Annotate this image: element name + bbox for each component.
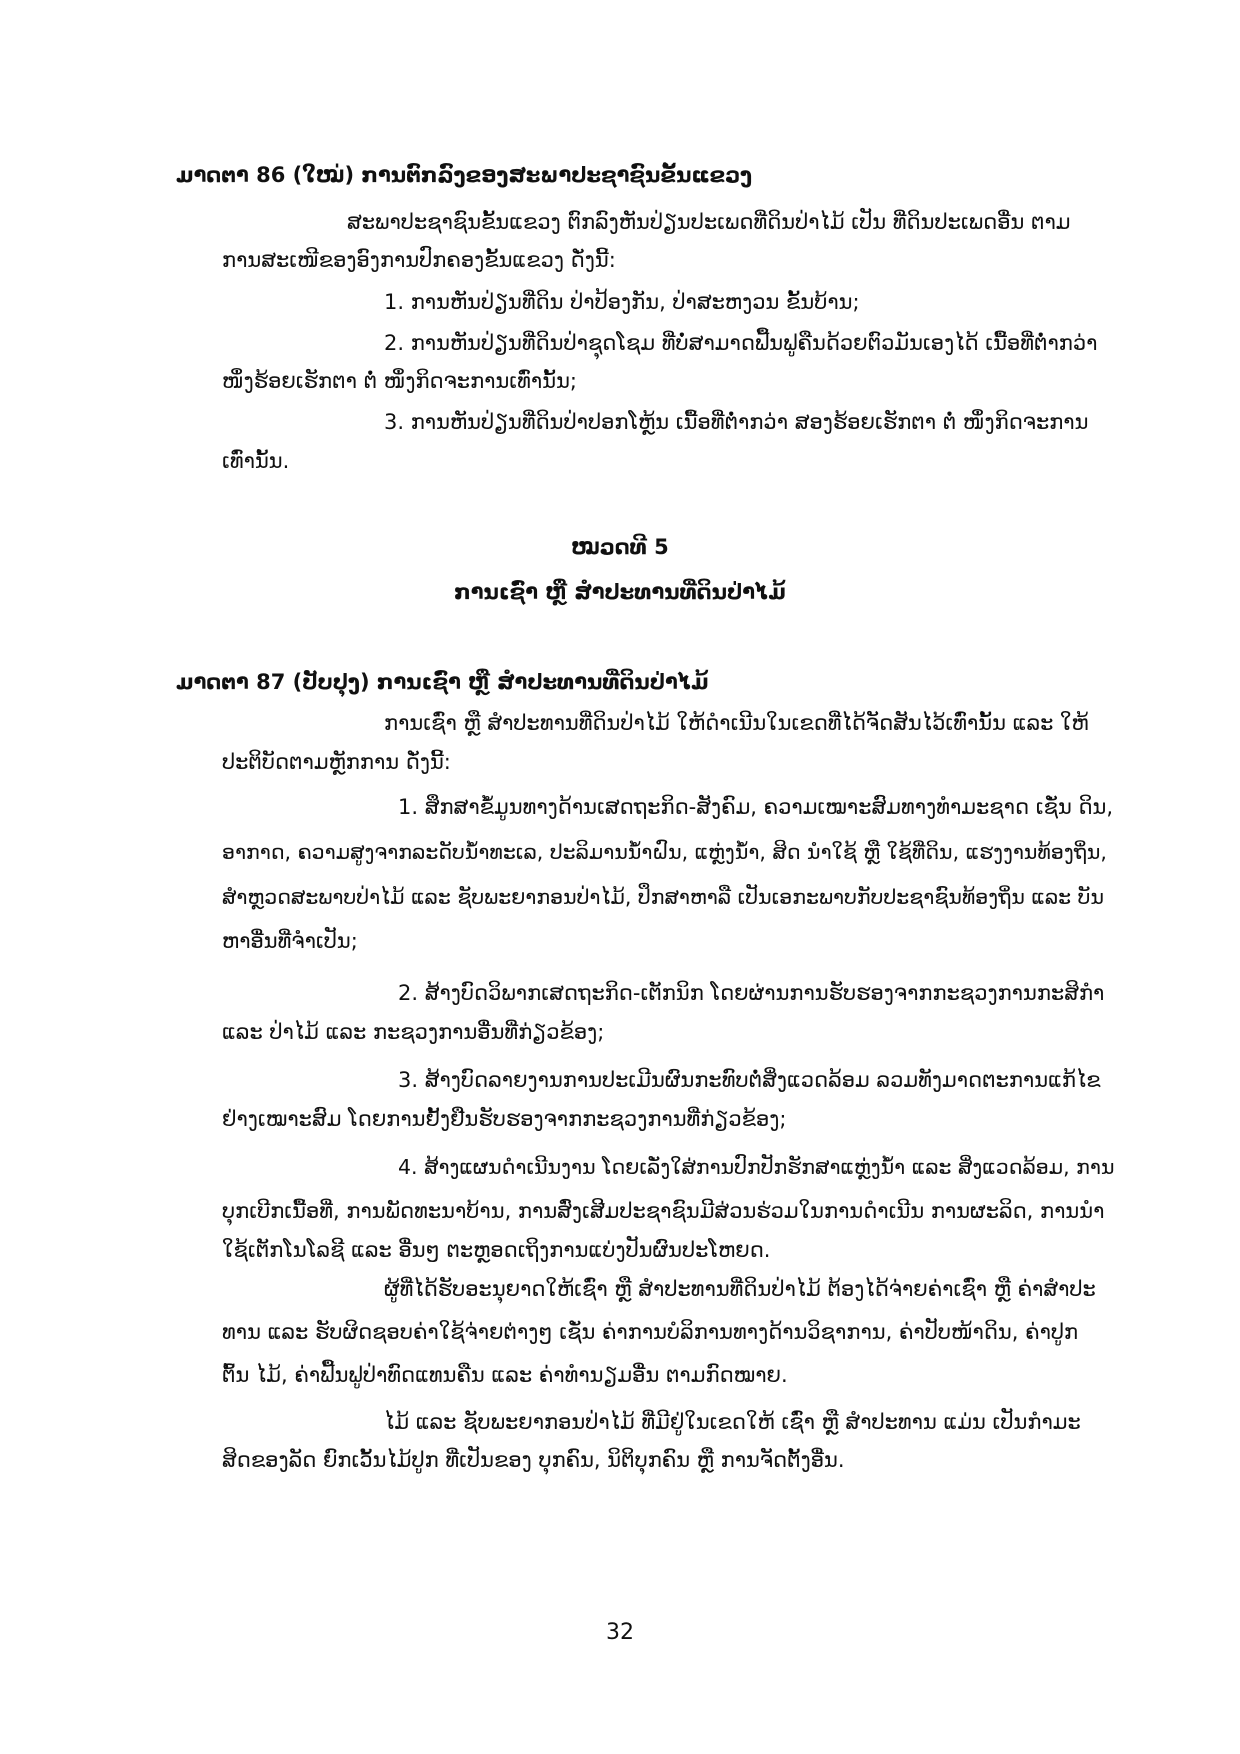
article-86-item-3-line-1: 3. ການຫັນປ່ຽນທີ່ດິນປ່າປອກໂຫຼ້ນ ເນື້ອທີ່ຕໍ່າກວ່າ ສອງຮ້ອຍເຮັກຕາ ຕໍ່ ໜຶ່ງກິດຈະການ bbox=[384, 410, 1089, 434]
article-87-item-4-line-3: ໃຊ້ເຕັກໂນໂລຊີ ແລະ ອື່ນໆ ຕະຫຼອດເຖິງການແບ່ງປັນຜົນປະໂຫຍດ. bbox=[222, 1238, 771, 1262]
article-87-paragraph-2-line-3: ຕົ້ນ ໄມ້, ຄ່າຟື້ນຟູປ່າທົດແທນຄືນ ແລະ ຄ່າທຳນຽມອື່ນ ຕາມກົດໝາຍ. bbox=[222, 1363, 788, 1387]
chapter-title: ການເຊົ່າ ຫຼື ສຳປະທານທີ່ດິນປ່າໄມ້ bbox=[454, 580, 786, 604]
article-86-item-2-line-2: ໜຶ່ງຮ້ອຍເຮັກຕາ ຕໍ່ ໜຶ່ງກິດຈະການເທົ່ານັ້ນ; bbox=[222, 369, 577, 393]
article-86-heading: ມາດຕາ 86 (ໃໝ່) ການຕົກລົງຂອງສະພາປະຊາຊົນຂັ້ນແຂວງ bbox=[176, 163, 753, 187]
article-87-heading: ມາດຕາ 87 (ປັບປຸງ) ການເຊົ່າ ຫຼື ສຳປະທານທີ່ດິນປ່າໄມ້ bbox=[176, 670, 709, 694]
article-86-item-2-line-1: 2. ການຫັນປ່ຽນທີ່ດິນປ່າຊຸດໂຊມ ທີ່ບໍ່ສາມາດຟື້ນຟູຄືນດ້ວຍຕົວມັນເອງໄດ້ ເນື້ອທີ່ຕໍ່າກວ່າ bbox=[384, 331, 1098, 355]
article-86-item-3-line-2: ເທົ່ານັ້ນ. bbox=[222, 449, 290, 473]
article-86-paragraph-line-1: ສະພາປະຊາຊົນຂັ້ນແຂວງ ຕົກລົງຫັນປ່ຽນປະເພດທີ່ດິນປ່າໄມ້ ເປັນ ທີ່ດິນປະເພດອື່ນ ຕາມ bbox=[347, 210, 1071, 234]
article-87-paragraph-2-line-2: ທານ ແລະ ຮັບຜິດຊອບຄ່າໃຊ້ຈ່າຍຕ່າງໆ ເຊັ່ນ ຄ່າການບໍລິການທາງດ້ານວິຊາການ, ຄ່າປັບໜ້າດິນ, ຄ່າປູກ bbox=[222, 1320, 1079, 1344]
chapter-number: ໝວດທີ 5 bbox=[571, 535, 669, 559]
article-87-paragraph-2-line-1: ຜູ້ທີ່ໄດ້ຮັບອະນຸຍາດໃຫ້ເຊົ່າ ຫຼື ສຳປະທານທີ່ດິນປ່າໄມ້ ຕ້ອງໄດ້ຈ່າຍຄ່າເຊົ່າ ຫຼື ຄ່າສຳປະ bbox=[384, 1277, 1096, 1301]
article-87-item-1-line-4: ຫາອື່ນທີ່ຈຳເປັນ; bbox=[222, 929, 358, 953]
article-87-item-3-line-1: 3. ສ້າງບົດລາຍງານການປະເມີນຜົນກະທົບຕໍ່ສິ່ງແວດລ້ອມ ລວມທັງມາດຕະການແກ້ໄຂ bbox=[398, 1068, 1101, 1092]
page-number: 32 bbox=[606, 1620, 634, 1645]
article-87-paragraph-3-line-2: ສິດຂອງລັດ ຍົກເວັ້ນໄມ້ປູກ ທີ່ເປັນຂອງ ບຸກຄົນ, ນິຕິບຸກຄົນ ຫຼື ການຈັດຕັ້ງອື່ນ. bbox=[222, 1448, 845, 1472]
article-87-item-1-line-1: 1. ສຶກສາຂໍ້ມູນທາງດ້ານເສດຖະກິດ-ສັງຄົມ, ຄວາມເໝາະສົມທາງທຳມະຊາດ ເຊັ່ນ ດິນ, bbox=[398, 795, 1114, 819]
article-87-item-3-line-2: ຢ່າງເໝາະສົມ ໂດຍການຢັ້ງຢືນຮັບຮອງຈາກກະຊວງການທີ່ກ່ຽວຂ້ອງ; bbox=[222, 1107, 787, 1131]
article-87-item-4-line-1: 4. ສ້າງແຜນດຳເນີນງານ ໂດຍເລັ່ງໃສ່ການປົກປັກຮັກສາແຫຼ່ງນ້ຳ ແລະ ສິ່ງແວດລ້ອມ, ການ bbox=[398, 1155, 1115, 1179]
article-87-item-2-line-2: ແລະ ປ່າໄມ້ ແລະ ກະຊວງການອື່ນທີ່ກ່ຽວຂ້ອງ; bbox=[222, 1020, 605, 1044]
article-87-intro-line-2: ປະຕິບັດຕາມຫຼັກການ ດັ່ງນີ້: bbox=[222, 750, 451, 774]
article-87-item-4-line-2: ບຸກເບີກເນື້ອທີ່, ການພັດທະນາບ້ານ, ການສົ່ງເສີມປະຊາຊົນມີສ່ວນຮ່ວມໃນການດຳເນີນ ການຜະລິດ, ການນຳ bbox=[222, 1199, 1105, 1223]
article-86-paragraph-line-2: ການສະເໜີຂອງອົງການປົກຄອງຂັ້ນແຂວງ ດັ່ງນີ້: bbox=[222, 248, 616, 272]
article-87-paragraph-3-line-1: ໄມ້ ແລະ ຊັບພະຍາກອນປ່າໄມ້ ທີ່ມີຢູ່ໃນເຂດໃຫ້ ເຊົ່າ ຫຼື ສຳປະທານ ແມ່ນ ເປັນກຳມະ bbox=[384, 1410, 1081, 1434]
article-86-item-1: 1. ການຫັນປ່ຽນທີ່ດິນ ປ່າປ້ອງກັນ, ປ່າສະຫງວນ ຂັ້ນບ້ານ; bbox=[384, 290, 860, 314]
article-87-item-2-line-1: 2. ສ້າງບົດວິພາກເສດຖະກິດ-ເຕັກນິກ ໂດຍຜ່ານການຮັບຮອງຈາກກະຊວງການກະສິກຳ bbox=[398, 981, 1105, 1005]
article-87-item-1-line-2: ອາກາດ, ຄວາມສູງຈາກລະດັບນ້ຳທະເລ, ປະລິມານນ້ຳຝົນ, ແຫຼ່ງນ້ຳ, ສິດ ນຳໃຊ້ ຫຼື ໃຊ້ທີ່ດິນ, ແຮງງານທ້ອງຖິ່ນ, bbox=[222, 840, 1107, 864]
article-87-item-1-line-3: ສຳຫຼວດສະພາບປ່າໄມ້ ແລະ ຊັບພະຍາກອນປ່າໄມ້, ປຶກສາຫາລື ເປັນເອກະພາບກັບປະຊາຊົນທ້ອງຖິ່ນ ແລະ ບັນ bbox=[222, 885, 1104, 909]
article-87-intro-line-1: ການເຊົ່າ ຫຼື ສຳປະທານທີ່ດິນປ່າໄມ້ ໃຫ້ດຳເນີນໃນເຂດທີ່ໄດ້ຈັດສັນໄວ້ເທົ່ານັ້ນ ແລະ ໃຫ້ bbox=[384, 711, 1089, 735]
